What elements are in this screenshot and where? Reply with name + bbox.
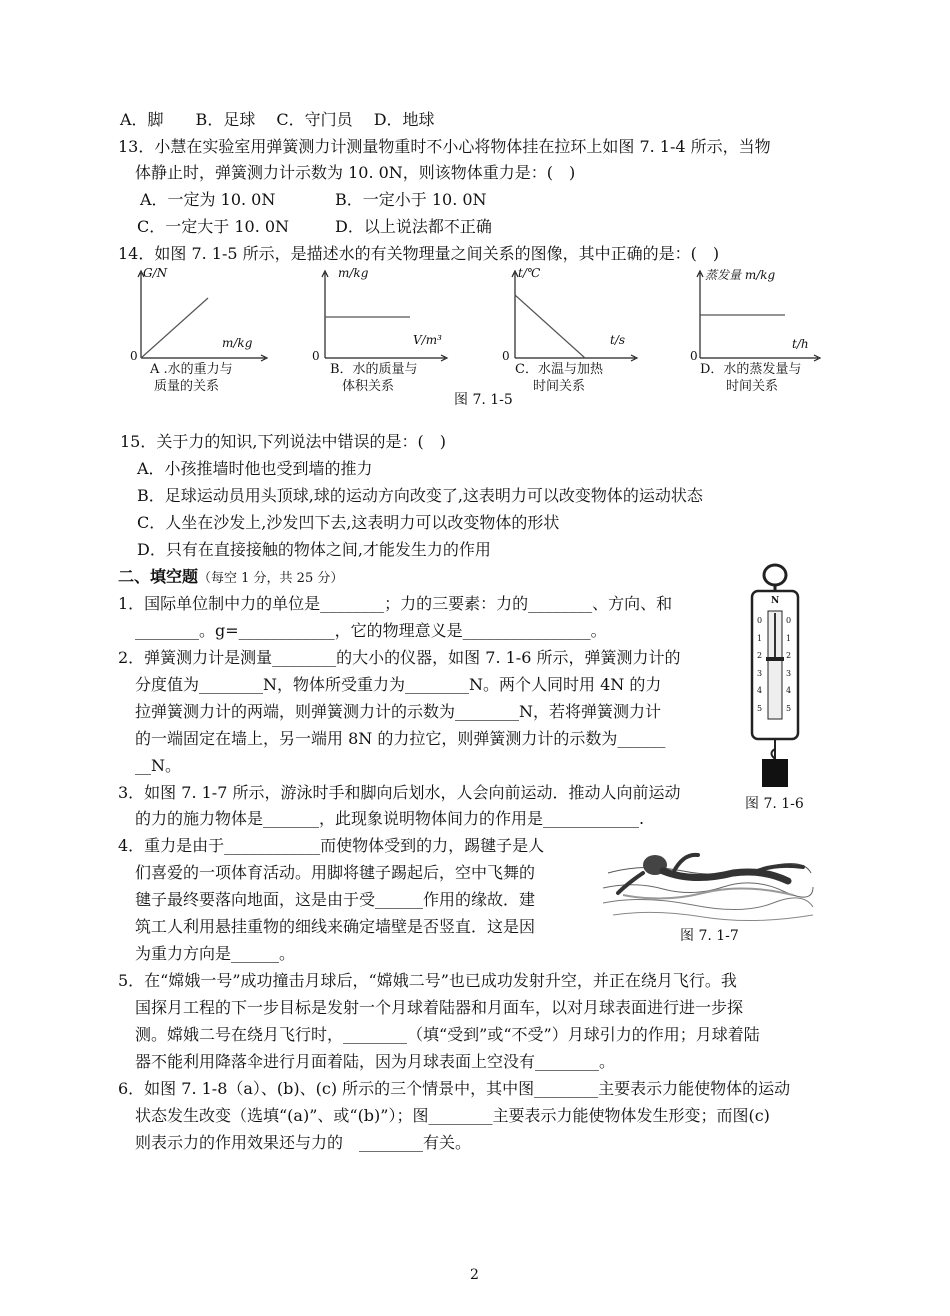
tick-2: 2 [757, 651, 763, 661]
q13-option-b: B．一定小于 10. 0N [335, 190, 487, 209]
tick-right-0: 0 [786, 616, 792, 625]
spring-scale-unit: N [771, 596, 780, 606]
f6-line2: 状态发生改变（选填“(a)”、或“(b)”）；图________主要表示力能使物体发生形变；而图(c) [135, 1106, 770, 1125]
graph-d-x-label: t/h [792, 337, 809, 351]
graph-a-caption-2: 质量的关系 [154, 379, 220, 394]
graph-c-y-label: t/℃ [518, 266, 541, 280]
q15-option-c: C．人坐在沙发上,沙发凹下去,这表明力可以改变物体的形状 [137, 513, 560, 532]
f2-line5: __N。 [135, 756, 182, 775]
q12-options: A．脚 B．足球 C．守门员 D．地球 [120, 110, 435, 129]
f6-line3: 则表示力的作用效果还与力的 ________有关。 [135, 1133, 472, 1152]
graph-a-x-label: m/kg [222, 336, 253, 350]
tick-1: 1 [757, 633, 763, 643]
f3-line1: 3．如图 7. 1-7 所示，游泳时手和脚向后划水，人会向前运动．推动人向前运动 [118, 783, 681, 802]
tick-4: 4 [757, 686, 763, 696]
f4-line5: 为重力方向是______。 [135, 944, 296, 963]
graph-b-y-label: m/kg [338, 266, 369, 280]
section-2-note: （每空 1 分，共 25 分） [198, 571, 344, 586]
q15-option-d: D．只有在直接接触的物体之间,才能发生力的作用 [137, 540, 491, 559]
tick-5: 5 [757, 703, 763, 713]
f4-line2: 们喜爱的一项体育活动。用脚将毽子踢起后，空中飞舞的 [135, 863, 536, 882]
graph-c-caption-2: 时间关系 [533, 379, 586, 394]
f2-line2: 分度值为________N，物体所受重力为________N。两个人同时用 4N 的力 [135, 675, 662, 694]
tick-right-2: 2 [786, 651, 792, 661]
q13-option-d: D．以上说法都不正确 [335, 217, 492, 236]
tick-right-3: 3 [786, 668, 792, 678]
graph-a-line [141, 298, 208, 358]
graph-c-line [515, 295, 585, 358]
graph-d-origin: 0 [690, 349, 698, 363]
graph-a-origin: 0 [130, 349, 138, 363]
tick-0: 0 [757, 616, 763, 625]
tick-right-4: 4 [786, 686, 792, 696]
f4-line3: 毽子最终要落向地面，这是由于受______作用的缘故．建 [135, 890, 536, 909]
f1-line1: 1．国际单位制中力的单位是________；力的三要素：力的________、方向、和 [118, 594, 673, 613]
f4-line1: 4．重力是由于____________而使物体受到的力，踢毽子是人 [118, 836, 545, 855]
section-2-heading [118, 564, 343, 592]
graph-a-axes [130, 265, 270, 365]
f1-line2: ________。g=____________，它的物理意义是________________。 [135, 621, 607, 640]
figure-7-1-5-label: 图 7. 1-5 [454, 392, 513, 408]
f5-line2: 国探月工程的下一步目标是发射一个月球着陆器和月面车，以对月球表面进行进一步探 [135, 998, 744, 1017]
tick-3: 3 [757, 668, 763, 678]
graph-c-axes [505, 265, 645, 365]
f5-line1: 5．在“嫦娥一号”成功撞击月球后，“嫦娥二号”也已成功发射升空，并正在绕月飞行。我 [118, 971, 737, 990]
tick-right-1: 1 [786, 633, 792, 643]
f4-line4: 筑工人利用悬挂重物的细线来确定墙壁是否竖直．这是因 [135, 917, 536, 936]
graph-b-origin: 0 [312, 349, 320, 363]
q13-option-a: A．一定为 10. 0N [140, 190, 276, 209]
q15-option-b: B．足球运动员用头顶球,球的运动方向改变了,这表明力可以改变物体的运动状态 [137, 486, 703, 505]
graph-a-caption-1: A .水的重力与 [150, 362, 233, 377]
tick-right-5: 5 [786, 703, 792, 713]
q15-option-a: A．小孩推墙时他也受到墙的推力 [137, 459, 373, 478]
section-2-title: 二、填空题 [118, 567, 199, 586]
graph-a-y-label: G/N [143, 266, 168, 280]
f2-line1: 2．弹簧测力计是测量________的大小的仪器，如图 7. 1-6 所示，弹簧测力计的 [118, 648, 681, 667]
spring-scale-ticks-left [757, 612, 762, 718]
graph-d-caption-2: 时间关系 [726, 379, 779, 394]
q13-option-c: C．一定大于 10. 0N [137, 217, 290, 236]
graph-b-x-label: V/m³ [413, 333, 442, 347]
graph-d-caption-1: D．水的蒸发量与 [700, 362, 802, 377]
q15-stem: 15．关于力的知识,下列说法中错误的是：( ) [120, 432, 446, 451]
q13-stem-line2: 体静止时，弹簧测力计示数为 10. 0N，则该物体重力是：( ) [135, 163, 576, 182]
graph-b-axes [315, 265, 455, 365]
graph-c-caption-1: C．水温与加热 [515, 362, 603, 377]
f2-line4: 的一端固定在墙上，另一端用 8N 的力拉它，则弹簧测力计的示数为______ [135, 729, 666, 748]
graph-c-x-label: t/s [610, 333, 626, 347]
f2-line3: 拉弹簧测力计的两端，则弹簧测力计的示数为________N，若将弹簧测力计 [135, 702, 662, 721]
f6-line1: 6．如图 7. 1-8（a）、(b)、(c) 所示的三个情景中，其中图________主要表示力能使物体的运动 [118, 1079, 791, 1098]
graph-b-caption-2: 体积关系 [342, 379, 395, 394]
figure-7-1-7-label: 图 7. 1-7 [680, 928, 739, 944]
f5-line4: 器不能利用降落伞进行月面着陆，因为月球表面上空没有________。 [135, 1052, 616, 1071]
f5-line3: 测。嫦娥二号在绕月飞行时，________（填“受到”或“不受”）月球引力的作用；月球着陆 [135, 1025, 760, 1044]
f3-line2: 的力的施力物体是_______，此现象说明物体间力的作用是____________. [135, 809, 645, 828]
q14-stem: 14．如图 7. 1-5 所示，是描述水的有关物理量之间关系的图像，其中正确的是：( ) [118, 244, 720, 263]
page-number: 2 [470, 1267, 479, 1283]
spring-scale-ticks-right [786, 612, 791, 718]
q13-stem-line1: 13．小慧在实验室用弹簧测力计测量物重时不小心将物体挂在拉环上如图 7. 1-4 所示，当物 [118, 137, 771, 156]
graph-c-origin: 0 [502, 349, 510, 363]
swimmer-drawing [603, 843, 813, 923]
graph-b-caption-1: B．水的质量与 [330, 362, 418, 377]
graph-d-y-label: 蒸发量 m/kg [705, 268, 776, 282]
figure-7-1-6-label: 图 7. 1-6 [745, 796, 804, 812]
